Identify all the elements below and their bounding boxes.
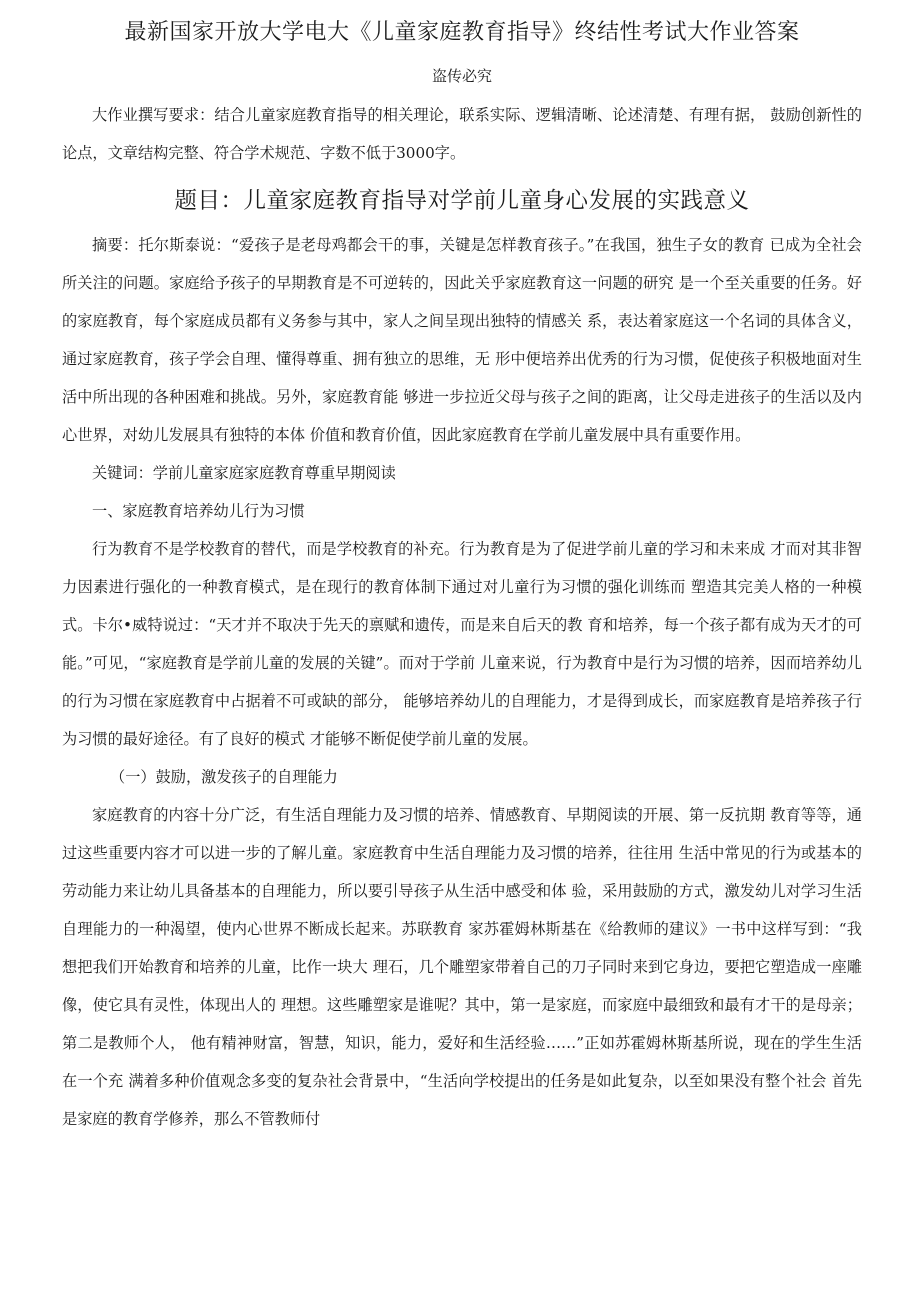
essay-topic: 题目：儿童家庭教育指导对学前儿童身心发展的实践意义 bbox=[174, 188, 750, 214]
keywords-line: 关键词：学前儿童家庭家庭教育尊重早期阅读 bbox=[92, 464, 396, 482]
abstract-paragraph: 摘要：托尔斯泰说：“爱孩子是老母鸡都会干的事，关键是怎样教育孩子。”在我国，独生子女的教育 已成为全社会所关注的问题。家庭给予孩子的早期教育是不可逆转的，因此关乎家庭教育这一问题的研究 是一个至关重要的任务。好的家庭教育，每个家庭成员都有义务参与其中，家人之间呈现出独特的情感关 系，表达着家庭这一个名词的具体含义，通过家庭教育，孩子学会自理、懂得尊重、拥有独立的思维，无 形中便培养出优秀的行为习惯，促使孩子积极地面对生活中所出现的各种困难和挑战。另外，家庭教育能 够进一步拉近父母与孩子之间的距离，让父母走进孩子的生活以及内心世界，对幼儿发展具有独特的本体 价值和教育价值，因此家庭教育在学前儿童发展中具有重要作用。 bbox=[62, 236, 862, 444]
section-1-paragraph: 行为教育不是学校教育的替代，而是学校教育的补充。行为教育是为了促进学前儿童的学习和未来成 才而对其非智力因素进行强化的一种教育模式，是在现行的教育体制下通过对儿童行为习惯的强化训练而 塑造其完美人格的一种模式。卡尔•威特说过：“天才并不取决于先天的禀赋和遗传，而是来自后天的教 育和培养，每一个孩子都有成为天才的可能。”可见，“家庭教育是学前儿童的发展的关键”。而对于学前 儿童来说，行为教育中是行为习惯的培养，因而培养幼儿的行为习惯在家庭教育中占据着不可或缺的部分， 能够培养幼儿的自理能力，才是得到成长，而家庭教育是培养孩子行为习惯的最好途径。有了良好的模式 才能够不断促使学前儿童的发展。 bbox=[62, 540, 862, 748]
assignment-requirement: 大作业撰写要求：结合儿童家庭教育指导的相关理论，联系实际、逻辑清晰、论述清楚、有理有据， 鼓励创新性的论点，文章结构完整、符合学术规范、字数不低于3000字。 bbox=[62, 106, 862, 162]
subsection-1-paragraph: 家庭教育的内容十分广泛，有生活自理能力及习惯的培养、情感教育、早期阅读的开展、第一反抗期 教育等等，通过这些重要内容才可以进一步的了解儿童。家庭教育中生活自理能力及习惯的培养，往往用 生活中常见的行为或基本的劳动能力来让幼儿具备基本的自理能力，所以要引导孩子从生活中感受和体 验，采用鼓励的方式，激发幼儿对学习生活自理能力的一种渴望，使内心世界不断成长起来。苏联教育 家苏霍姆林斯基在《给教师的建议》一书中这样写到：“我想把我们开始教育和培养的儿童，比作一块大 理石，几个雕塑家带着自己的刀子同时来到它身边，要把它塑造成一座雕像，使它具有灵性，体现出人的 理想。这些雕塑家是谁呢？其中，第一是家庭，而家庭中最细致和最有才干的是母亲；第二是教师个人， 他有精神财富，智慧，知识，能力，爱好和生活经验……”正如苏霍姆林斯基所说，现在的学生生活在一个充 满着多种价值观念多变的复杂社会背景中，“生活向学校提出的任务是如此复杂，以至如果没有整个社会 首先是家庭的教育学修养，那么不管教师付 bbox=[62, 806, 862, 1128]
subsection-1-heading: （一）鼓励，激发孩子的自理能力 bbox=[110, 768, 338, 786]
document-page bbox=[62, 0, 862, 1138]
document-title: 最新国家开放大学电大《儿童家庭教育指导》终结性考试大作业答案 bbox=[124, 20, 800, 45]
section-1-heading: 一、家庭教育培养幼儿行为习惯 bbox=[92, 502, 305, 520]
document-subtitle: 盗传必究 bbox=[431, 67, 492, 85]
